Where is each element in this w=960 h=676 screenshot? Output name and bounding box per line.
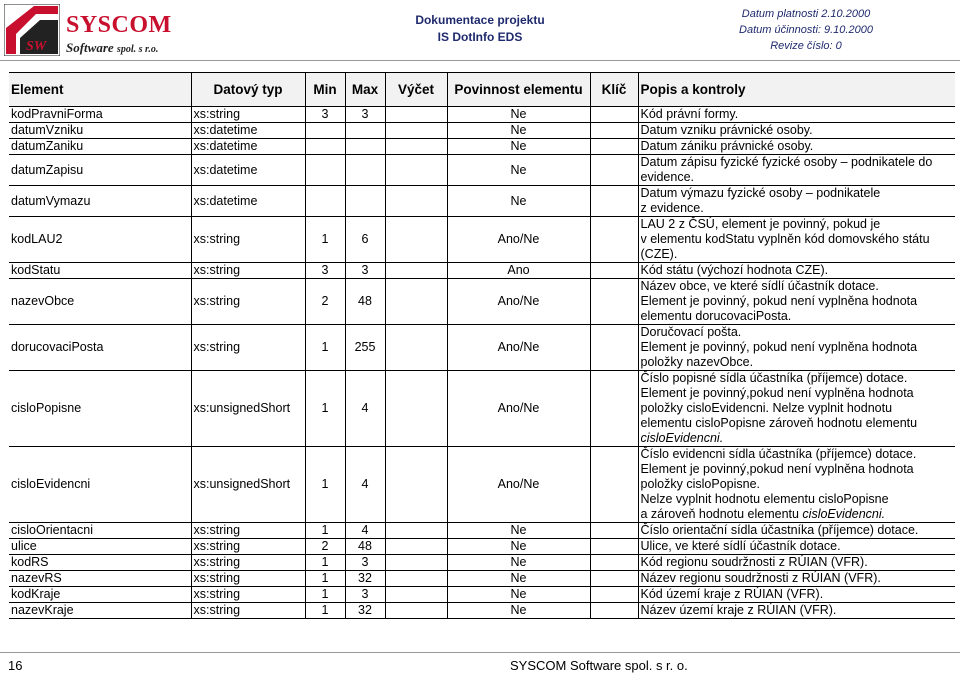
cell-type: xs:string [191, 587, 305, 603]
cell-popis [638, 571, 955, 587]
page-number: 16 [8, 658, 23, 673]
cell-type: xs:string [191, 325, 305, 371]
table-row [9, 539, 955, 555]
col-header-min: Min [305, 73, 345, 107]
cell-min: 2 [305, 279, 345, 325]
effective-date: Datum účinnosti: 9.10.2000 [739, 24, 873, 36]
cell-klic [590, 279, 638, 325]
popis-line: evidence. [640, 170, 695, 184]
col-header-vycet: Výčet [385, 73, 447, 107]
cell-type: xs:datetime [191, 155, 305, 186]
cell-vycet [385, 263, 447, 279]
cell-element: kodPravniForma [9, 107, 191, 123]
cell-povinnost: Ne [447, 587, 590, 603]
validity-date: Datum platnosti 2.10.2000 [741, 8, 871, 20]
cell-element: ulice [9, 539, 191, 555]
cell-type: xs:string [191, 539, 305, 555]
page-header [0, 0, 960, 58]
table-row [9, 523, 955, 539]
cell-min: 1 [305, 603, 345, 619]
cell-max [345, 186, 385, 217]
cell-popis [638, 539, 955, 555]
cell-min: 1 [305, 217, 345, 263]
cell-min [305, 186, 345, 217]
cell-klic [590, 107, 638, 123]
cell-vycet [385, 539, 447, 555]
table-row [9, 279, 955, 325]
cell-vycet [385, 217, 447, 263]
cell-type: xs:string [191, 523, 305, 539]
table-row [9, 107, 955, 123]
cell-klic [590, 123, 638, 139]
cell-element: nazevObce [9, 279, 191, 325]
cell-type: xs:string [191, 263, 305, 279]
cell-popis [638, 155, 955, 186]
cell-klic [590, 555, 638, 571]
cell-povinnost: Ne [447, 139, 590, 155]
cell-klic [590, 263, 638, 279]
popis-line: Ulice, ve které sídlí účastník dotace. [640, 539, 841, 553]
cell-min: 1 [305, 371, 345, 447]
cell-max: 3 [345, 587, 385, 603]
cell-type: xs:string [191, 279, 305, 325]
cell-povinnost: Ano/Ne [447, 447, 590, 523]
cell-vycet [385, 123, 447, 139]
document-title-line1: Dokumentace projektu [415, 13, 545, 27]
cell-min: 1 [305, 571, 345, 587]
cell-klic [590, 523, 638, 539]
cell-klic [590, 571, 638, 587]
table-row [9, 217, 955, 263]
cell-type: xs:datetime [191, 123, 305, 139]
cell-max: 32 [345, 603, 385, 619]
cell-type: xs:string [191, 107, 305, 123]
cell-max: 32 [345, 571, 385, 587]
cell-vycet [385, 139, 447, 155]
table-row [9, 371, 955, 447]
popis-emphasis: cisloEvidencni. [802, 507, 886, 521]
cell-min: 1 [305, 523, 345, 539]
cell-type: xs:string [191, 217, 305, 263]
cell-vycet [385, 279, 447, 325]
header-divider [0, 60, 960, 61]
revision-number: Revize číslo: 0 [770, 40, 842, 52]
cell-klic [590, 371, 638, 447]
cell-klic [590, 539, 638, 555]
cell-min [305, 155, 345, 186]
col-header-klic: Klíč [590, 73, 638, 107]
cell-type: xs:string [191, 571, 305, 587]
popis-line: Datum zápisu fyzické fyzické osoby – podnikatele do [640, 155, 933, 169]
popis-line: z evidence. [640, 201, 704, 215]
cell-klic [590, 603, 638, 619]
col-header-type: Datový typ [191, 73, 305, 107]
table-row [9, 603, 955, 619]
popis-line: Kód regionu soudržnosti z RÚIAN (VFR). [640, 555, 868, 569]
cell-vycet [385, 155, 447, 186]
popis-line: Číslo evidencni sídla účastníka (příjemce) dotace. [640, 447, 917, 461]
popis-line: Element je povinný, pokud není vyplněna hodnota [640, 294, 918, 308]
cell-povinnost: Ne [447, 155, 590, 186]
cell-min: 1 [305, 587, 345, 603]
cell-max [345, 123, 385, 139]
cell-popis [638, 447, 955, 523]
cell-vycet [385, 186, 447, 217]
table-row [9, 263, 955, 279]
cell-element: nazevRS [9, 571, 191, 587]
cell-povinnost: Ne [447, 107, 590, 123]
popis-line: Element je povinný,pokud není vyplněna hodnota [640, 386, 914, 400]
popis-line: elementu dorucovaciPosta. [640, 309, 792, 323]
cell-element: datumVzniku [9, 123, 191, 139]
popis-line: v elementu kodStatu vyplněn kód domovského státu [640, 232, 930, 246]
footer-company: SYSCOM Software spol. s r. o. [510, 658, 688, 673]
popis-line: Datum výmazu fyzické osoby – podnikatele [640, 186, 881, 200]
cell-type: xs:string [191, 555, 305, 571]
syscom-logo-icon [4, 4, 60, 56]
cell-povinnost: Ne [447, 186, 590, 217]
cell-klic [590, 186, 638, 217]
table-row [9, 571, 955, 587]
cell-element: dorucovaciPosta [9, 325, 191, 371]
table-header-row [9, 73, 955, 107]
cell-vycet [385, 447, 447, 523]
cell-vycet [385, 523, 447, 539]
popis-line: Číslo popisné sídla účastníka (příjemce) dotace. [640, 371, 908, 385]
cell-klic [590, 587, 638, 603]
cell-max: 3 [345, 263, 385, 279]
table-row [9, 139, 955, 155]
cell-povinnost: Ne [447, 123, 590, 139]
popis-line: Kód státu (výchozí hodnota CZE). [640, 263, 829, 277]
col-header-popis: Popis a kontroly [638, 73, 955, 107]
cell-element: datumZaniku [9, 139, 191, 155]
popis-line: Kód území kraje z RÚIAN (VFR). [640, 587, 824, 601]
cell-min [305, 123, 345, 139]
cell-klic [590, 217, 638, 263]
logo-sub-small: spol. s r.o. [116, 44, 159, 55]
cell-min: 1 [305, 447, 345, 523]
popis-line: Element je povinný, pokud není vyplněna hodnota [640, 340, 918, 354]
cell-popis [638, 263, 955, 279]
company-logo [4, 4, 194, 56]
cell-popis [638, 279, 955, 325]
cell-min: 3 [305, 263, 345, 279]
popis-line: Datum zániku právnické osoby. [640, 139, 814, 153]
cell-vycet [385, 603, 447, 619]
table-body [9, 107, 955, 619]
popis-line: položky cisloEvidencni. Nelze vyplnit hodnotu [640, 401, 893, 415]
cell-min [305, 139, 345, 155]
cell-vycet [385, 571, 447, 587]
cell-popis [638, 371, 955, 447]
popis-line: Číslo orientační sídla účastníka (příjemce) dotace. [640, 523, 919, 537]
cell-povinnost: Ne [447, 539, 590, 555]
cell-max [345, 139, 385, 155]
cell-popis [638, 555, 955, 571]
cell-popis [638, 107, 955, 123]
cell-povinnost: Ano/Ne [447, 325, 590, 371]
table-row [9, 587, 955, 603]
popis-line: a zároveň hodnotu elementu cisloEvidencni. [640, 507, 886, 521]
cell-max: 3 [345, 555, 385, 571]
cell-max [345, 155, 385, 186]
cell-min: 2 [305, 539, 345, 555]
cell-element: datumZapisu [9, 155, 191, 186]
table-row [9, 186, 955, 217]
cell-klic [590, 155, 638, 186]
popis-line: položky cisloPopisne. [640, 477, 761, 491]
cell-type: xs:datetime [191, 139, 305, 155]
cell-popis [638, 325, 955, 371]
cell-max: 4 [345, 371, 385, 447]
popis-line: Název obce, ve které sídlí účastník dotace. [640, 279, 879, 293]
table-row [9, 325, 955, 371]
cell-popis [638, 587, 955, 603]
logo-badge-text: SW [26, 39, 47, 54]
cell-max: 6 [345, 217, 385, 263]
cell-povinnost: Ano/Ne [447, 279, 590, 325]
element-spec-table [9, 72, 955, 619]
cell-min: 3 [305, 107, 345, 123]
cell-popis [638, 123, 955, 139]
popis-line: cisloEvidencni. [640, 431, 724, 445]
table-row [9, 123, 955, 139]
cell-popis [638, 186, 955, 217]
cell-element: cisloOrientacni [9, 523, 191, 539]
popis-line: LAU 2 z ČSÚ, element je povinný, pokud je [640, 217, 881, 231]
footer-divider [0, 652, 960, 653]
cell-vycet [385, 325, 447, 371]
cell-max: 255 [345, 325, 385, 371]
cell-popis [638, 523, 955, 539]
cell-element: datumVymazu [9, 186, 191, 217]
cell-klic [590, 447, 638, 523]
col-header-povinnost: Povinnost elementu [447, 73, 590, 107]
cell-vycet [385, 587, 447, 603]
logo-subtitle [66, 40, 158, 56]
popis-line: Název území kraje z RÚIAN (VFR). [640, 603, 837, 617]
table-row [9, 447, 955, 523]
popis-line: Element je povinný,pokud není vyplněna hodnota [640, 462, 914, 476]
cell-povinnost: Ano/Ne [447, 371, 590, 447]
cell-element: kodLAU2 [9, 217, 191, 263]
table-row [9, 555, 955, 571]
cell-povinnost: Ano/Ne [447, 217, 590, 263]
cell-klic [590, 325, 638, 371]
cell-povinnost: Ne [447, 603, 590, 619]
cell-popis [638, 139, 955, 155]
cell-element: cisloEvidencni [9, 447, 191, 523]
cell-max: 48 [345, 539, 385, 555]
cell-povinnost: Ne [447, 555, 590, 571]
logo-sub-main: Software [66, 40, 114, 55]
cell-element: kodStatu [9, 263, 191, 279]
popis-line: elementu cisloPopisne zároveň hodnotu elementu [640, 416, 918, 430]
cell-vycet [385, 555, 447, 571]
cell-min: 1 [305, 555, 345, 571]
cell-type: xs:string [191, 603, 305, 619]
cell-vycet [385, 107, 447, 123]
table-row [9, 155, 955, 186]
popis-line: Doručovací pošta. [640, 325, 742, 339]
cell-type: xs:unsignedShort [191, 371, 305, 447]
cell-popis [638, 603, 955, 619]
popis-line: Kód právní formy. [640, 107, 739, 121]
popis-line: Název regionu soudržnosti z RÚIAN (VFR). [640, 571, 881, 585]
cell-povinnost: Ano [447, 263, 590, 279]
cell-max: 4 [345, 523, 385, 539]
cell-element: nazevKraje [9, 603, 191, 619]
popis-line: Nelze vyplnit hodnotu elementu cisloPopisne [640, 492, 889, 506]
cell-type: xs:unsignedShort [191, 447, 305, 523]
cell-popis [638, 217, 955, 263]
document-title-line2: IS DotInfo EDS [437, 30, 523, 44]
popis-line: (CZE). [640, 247, 678, 261]
cell-max: 48 [345, 279, 385, 325]
cell-type: xs:datetime [191, 186, 305, 217]
cell-povinnost: Ne [447, 571, 590, 587]
cell-element: kodKraje [9, 587, 191, 603]
document-meta [736, 6, 876, 54]
popis-line: položky nazevObce. [640, 355, 754, 369]
logo-name: SYSCOM [66, 12, 172, 38]
popis-line: Datum vzniku právnické osoby. [640, 123, 813, 137]
cell-min: 1 [305, 325, 345, 371]
col-header-max: Max [345, 73, 385, 107]
cell-element: kodRS [9, 555, 191, 571]
cell-povinnost: Ne [447, 523, 590, 539]
cell-max: 3 [345, 107, 385, 123]
cell-max: 4 [345, 447, 385, 523]
document-title [410, 12, 550, 46]
col-header-element: Element [9, 73, 191, 107]
cell-klic [590, 139, 638, 155]
cell-vycet [385, 371, 447, 447]
cell-element: cisloPopisne [9, 371, 191, 447]
